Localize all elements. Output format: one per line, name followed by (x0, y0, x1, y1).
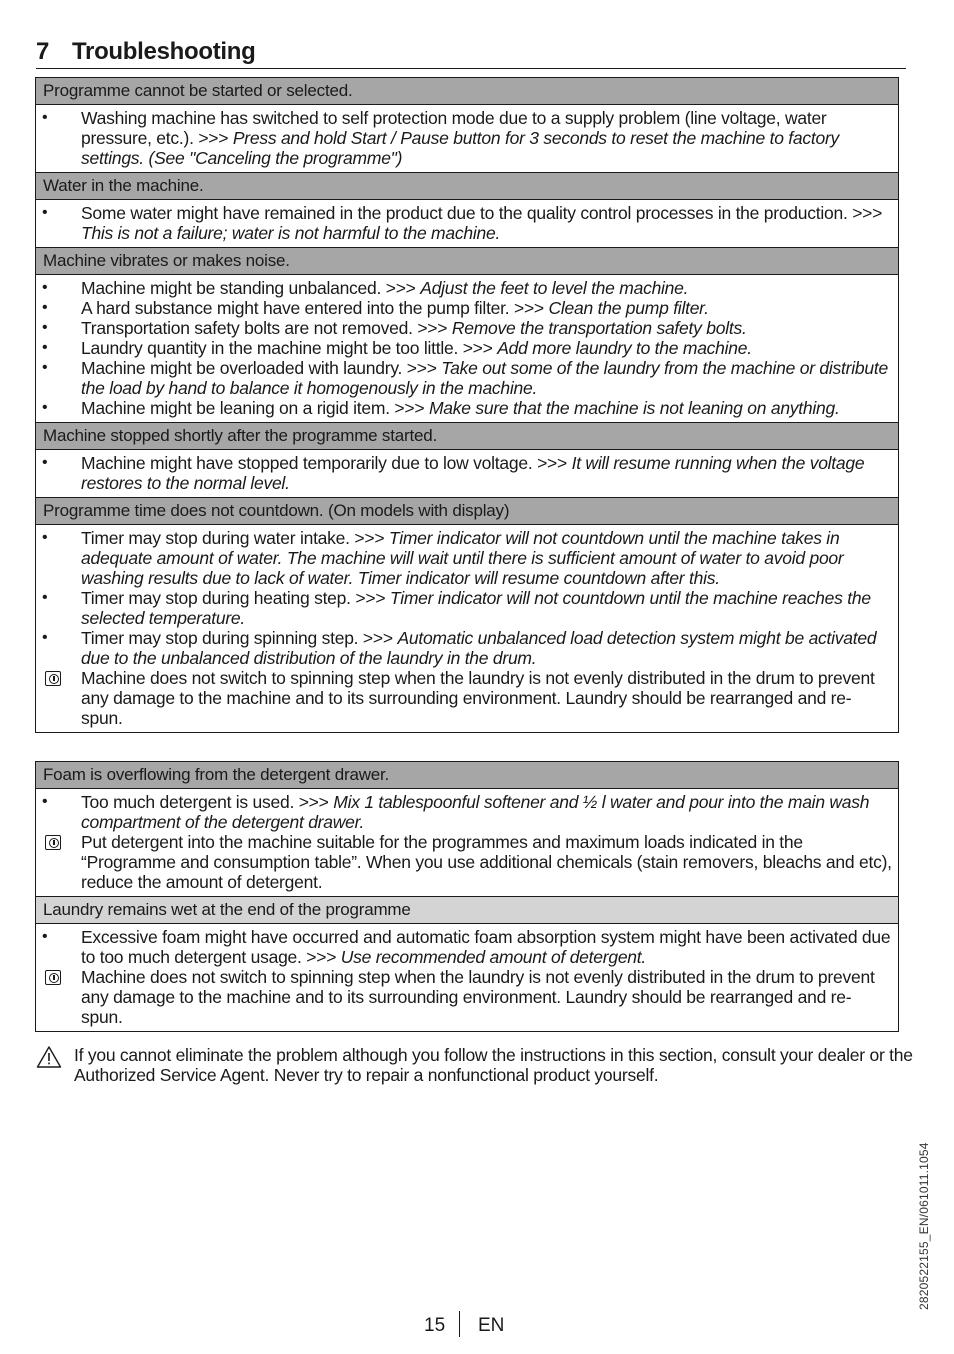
cause-text: Timer may stop during heating step. >>> (81, 588, 390, 608)
solution-item (36, 338, 898, 358)
cause-text: Washing machine has switched to self protection mode due to a supply problem (line voltage, water pressure, etc.). >>> (81, 108, 827, 148)
cause-text: Laundry quantity in the machine might be too little. >>> (81, 338, 498, 358)
solution-item (36, 298, 898, 318)
warning-triangle-icon (36, 1045, 62, 1069)
cause-text: Put detergent into the machine suitable for the programmes and maximum loads indicated in the “Programme and consumption table”. When you use additional chemicals (stain removers, bleachs and etc), reduce the amount of detergent. (81, 832, 892, 892)
solution-item (36, 318, 898, 338)
remedy-text: Adjust the feet to level the machine. (420, 278, 689, 298)
remedy-text: Mix 1 tablespoonful softener and ½ l water and pour into the main wash compartment of the detergent drawer. (81, 792, 870, 832)
solution-item (36, 528, 898, 588)
solution-item (36, 398, 898, 418)
cause-text: Machine might be standing unbalanced. >>> (81, 278, 421, 298)
remedy-text: It will resume running when the voltage restores to the normal level. (81, 453, 865, 493)
problem-header: Programme cannot be started or selected. (36, 78, 898, 105)
cause-text: A hard substance might have entered into the pump filter. >>> (81, 298, 549, 318)
bullet-icon: • (42, 204, 48, 221)
cause-text: Timer may stop during spinning step. >>> (81, 628, 398, 648)
problem-solutions (36, 924, 898, 1031)
solution-item (36, 628, 898, 668)
warning-note (36, 1045, 914, 1085)
solution-item (36, 278, 898, 298)
problem-solutions (36, 525, 898, 732)
problem-header: Programme time does not countdown. (On models with display) (36, 498, 898, 525)
problem-solutions (36, 200, 898, 248)
bullet-icon: • (42, 629, 48, 646)
remedy-text: Use recommended amount of detergent. (340, 947, 647, 967)
remedy-text: Add more laundry to the machine. (497, 338, 752, 358)
problem-solutions (36, 450, 898, 498)
bullet-icon: • (42, 279, 48, 296)
cause-text: Timer may stop during water intake. >>> (81, 528, 389, 548)
info-icon (45, 671, 61, 686)
cause-text: Transportation safety bolts are not removed. >>> (81, 318, 452, 338)
solution-item (36, 358, 898, 398)
warning-text: If you cannot eliminate the problem although you follow the instructions in this section, consult your dealer or the Authorized Service Agent. Never try to repair a nonfunctional product yourself. (74, 1045, 913, 1085)
section-number: 7 (36, 38, 50, 65)
problem-header: Machine stopped shortly after the programme started. (36, 423, 898, 450)
bullet-icon: • (42, 339, 48, 356)
remedy-text: This is not a failure; water is not harmful to the machine. (81, 223, 501, 243)
remedy-text: Automatic unbalanced load detection system might be activated due to the unbalanced distribution of the laundry in the drum. (81, 628, 877, 668)
page-number: 15 (424, 1315, 446, 1336)
problem-header: Laundry remains wet at the end of the programme (36, 897, 898, 924)
problem-header: Machine vibrates or makes noise. (36, 248, 898, 275)
solution-item (36, 588, 898, 628)
remedy-text: Make sure that the machine is not leaning on anything. (428, 398, 840, 418)
bullet-icon: • (42, 793, 48, 810)
info-note (36, 967, 898, 1027)
cause-text: Machine does not switch to spinning step when the laundry is not evenly distributed in the drum to prevent any damage to the machine and to its surrounding environment. Laundry should be rearranged and re-spun. (81, 668, 875, 728)
bullet-icon: • (42, 319, 48, 336)
bullet-icon: • (42, 399, 48, 416)
bullet-icon: • (42, 109, 48, 126)
remedy-text: Timer indicator will not countdown until the machine reaches the selected temperature. (81, 588, 871, 628)
remedy-text: Take out some of the laundry from the machine or distribute the load by hand to balance it homogenously in the machine. (81, 358, 888, 398)
cause-text: Machine might be overloaded with laundry. >>> (81, 358, 442, 378)
solution-item (36, 108, 898, 168)
solution-item (36, 203, 898, 243)
remedy-text: Timer indicator will not countdown until the machine takes in adequate amount of water. The machine will wait until there is sufficient amount of water to avoid poor washing results due to lack of water. Timer indicator will resume countdown after this. (81, 528, 844, 588)
info-note (36, 832, 898, 892)
troubleshooting-table-1 (35, 77, 899, 733)
page-language: EN (478, 1315, 505, 1336)
section-heading (36, 38, 906, 69)
cause-text: Machine might be leaning on a rigid item. >>> (81, 398, 429, 418)
solution-item (36, 792, 898, 832)
section-title: Troubleshooting (72, 38, 256, 65)
problem-solutions (36, 789, 898, 897)
cause-text: Machine might have stopped temporarily due to low voltage. >>> (81, 453, 572, 473)
bullet-icon: • (42, 359, 48, 376)
bullet-icon: • (42, 454, 48, 471)
troubleshooting-table-2 (35, 761, 899, 1032)
bullet-icon: • (42, 299, 48, 316)
solution-item (36, 927, 898, 967)
footer-divider (459, 1311, 460, 1337)
problem-header: Foam is overflowing from the detergent drawer. (36, 762, 898, 789)
remedy-text: Remove the transportation safety bolts. (451, 318, 747, 338)
info-icon (45, 970, 61, 985)
cause-text: Too much detergent is used. >>> (81, 792, 334, 812)
problem-solutions (36, 275, 898, 423)
remedy-text: Clean the pump filter. (548, 298, 709, 318)
bullet-icon: • (42, 529, 48, 546)
info-note (36, 668, 898, 728)
document-code: 2820522155_EN/061011.1054 (917, 1142, 931, 1310)
bullet-icon: • (42, 928, 48, 945)
bullet-icon: • (42, 589, 48, 606)
cause-text: Excessive foam might have occurred and automatic foam absorption system might have been activated due to too much detergent usage. >>> (81, 927, 891, 967)
solution-item (36, 453, 898, 493)
cause-text: Some water might have remained in the product due to the quality control processes in the production. >>> (81, 203, 883, 223)
info-icon (45, 835, 61, 850)
cause-text: Machine does not switch to spinning step when the laundry is not evenly distributed in the drum to prevent any damage to the machine and to its surrounding environment. Laundry should be rearranged and re-spun. (81, 967, 875, 1027)
remedy-text: Press and hold Start / Pause button for 3 seconds to reset the machine to factory settings. (See "Canceling the programme") (81, 128, 840, 168)
problem-header: Water in the machine. (36, 173, 898, 200)
problem-solutions (36, 105, 898, 173)
